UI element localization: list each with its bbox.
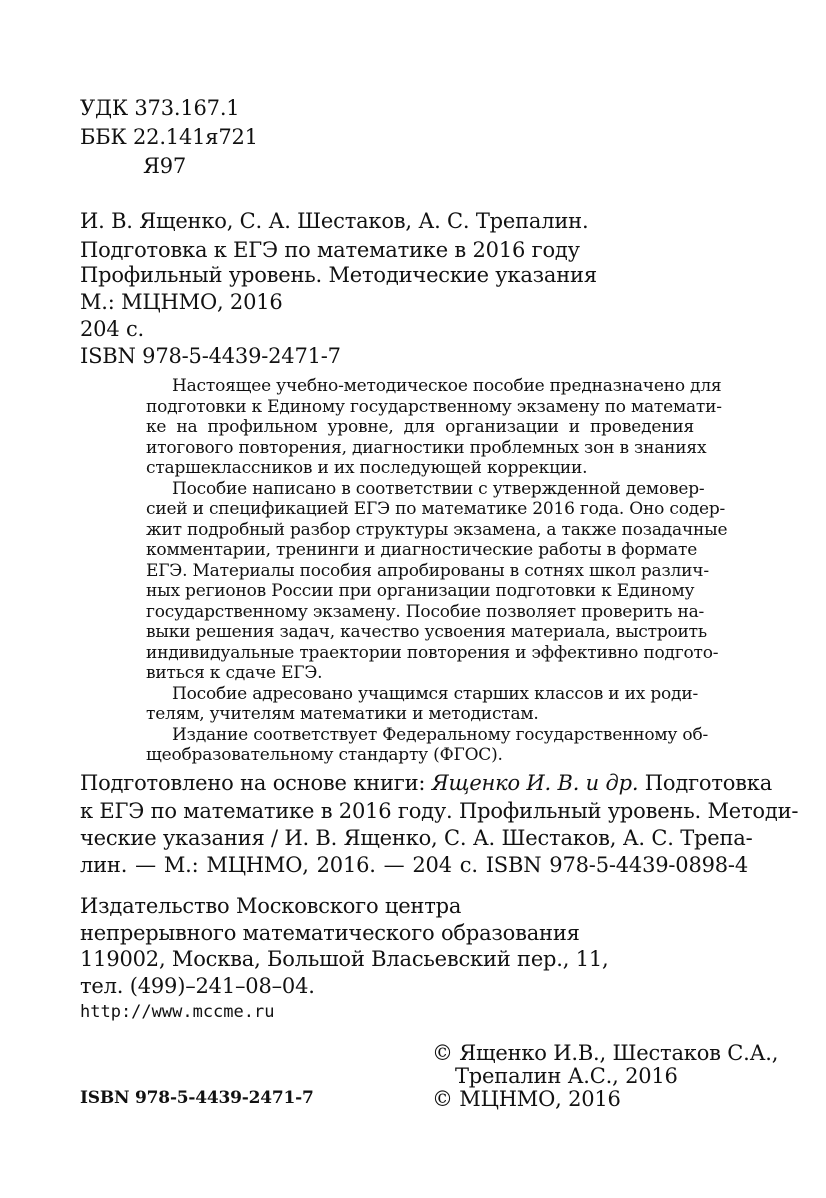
- source-note-title-start: Подготовка: [638, 771, 773, 795]
- source-note-line-1: [80, 770, 773, 796]
- annotation-line: щеобразовательному стандарту (ФГОС).: [146, 745, 503, 765]
- annotation-line: ке на профильном уровне, для организации и проведения: [146, 417, 694, 437]
- annotation-line: ЕГЭ. Материалы пособия апробированы в сотнях школ различ-: [146, 560, 709, 581]
- annotation-line: подготовки к Единому государственному экзамену по математи-: [146, 396, 722, 417]
- annotation-line: итогового повторения, диагностики проблемных зон в знаниях: [146, 437, 707, 458]
- source-note-line-4: лин. — М.: МЦНМО, 2016. — 204 с. ISBN 978-5-4439-0898-4: [80, 853, 748, 877]
- source-note-line-2: к ЕГЭ по математике в 2016 году. Профильный уровень. Методи-: [80, 799, 799, 823]
- bbk-code: ББК 22.141я721: [80, 125, 258, 149]
- copyright-authors: © Ященко И.В., Шестаков С.А.,: [432, 1041, 779, 1065]
- annotation-line: комментарии, тренинги и диагностические работы в формате: [146, 540, 698, 560]
- copyright-publisher: © МЦНМО, 2016: [432, 1087, 621, 1111]
- source-note-authors: Ященко И. В. и др.: [431, 771, 639, 795]
- copyright-authors-cont: Трепалин А.С., 2016: [455, 1064, 678, 1088]
- annotation: [146, 376, 728, 766]
- publisher-address: 119002, Москва, Большой Власьевский пер., 11,: [80, 947, 609, 971]
- isbn-bottom: ISBN 978-5-4439-2471-7: [80, 1088, 314, 1108]
- biblio-title: Подготовка к ЕГЭ по математике в 2016 году: [80, 238, 580, 262]
- annotation-line: Пособие адресовано учащимся старших классов и их роди-: [172, 683, 699, 704]
- source-note-prefix: Подготовлено на основе книги:: [80, 771, 432, 795]
- annotation-line: жит подробный разбор структуры экзамена, а также позадачные: [146, 519, 728, 540]
- publisher-url: http://www.mccme.ru: [80, 1002, 275, 1022]
- annotation-line: индивидуальные траектории повторения и эффективно подгото-: [146, 642, 719, 663]
- udk-code: УДК 373.167.1: [80, 96, 240, 120]
- annotation-line: виться к сдаче ЕГЭ.: [146, 663, 323, 683]
- annotation-line: выки решения задач, качество усвоения материала, выстроить: [146, 622, 707, 642]
- annotation-line: государственному экзамену. Пособие позволяет проверить на-: [146, 601, 705, 622]
- publisher-name-2: непрерывного математического образования: [80, 921, 580, 945]
- annotation-line: Пособие написано в соответствии с утвержденной демовер-: [172, 478, 705, 499]
- publisher-phone: тел. (499)–241–08–04.: [80, 974, 315, 998]
- annotation-line: Настоящее учебно-методическое пособие предназначено для: [172, 376, 722, 396]
- biblio-authors: И. В. Ященко, С. А. Шестаков, А. С. Трепалин.: [80, 209, 589, 233]
- annotation-line: сией и спецификацией ЕГЭ по математике 2016 года. Оно содер-: [146, 499, 726, 519]
- author-mark: Я97: [143, 154, 187, 178]
- biblio-publisher: М.: МЦНМО, 2016: [80, 290, 283, 314]
- annotation-line: ных регионов России при организации подготовки к Единому: [146, 581, 695, 601]
- annotation-line: старшеклассников и их последующей коррекции.: [146, 458, 588, 478]
- biblio-subtitle: Профильный уровень. Методические указания: [80, 263, 597, 287]
- annotation-line: телям, учителям математики и методистам.: [146, 704, 539, 724]
- source-note-line-3: ческие указания / И. В. Ященко, С. А. Шестаков, А. С. Трепа-: [80, 826, 753, 850]
- annotation-line: Издание соответствует Федеральному государственному об-: [172, 724, 709, 745]
- biblio-pages: 204 с.: [80, 317, 144, 341]
- publisher-name-1: Издательство Московского центра: [80, 894, 462, 918]
- biblio-isbn: ISBN 978-5-4439-2471-7: [80, 344, 341, 368]
